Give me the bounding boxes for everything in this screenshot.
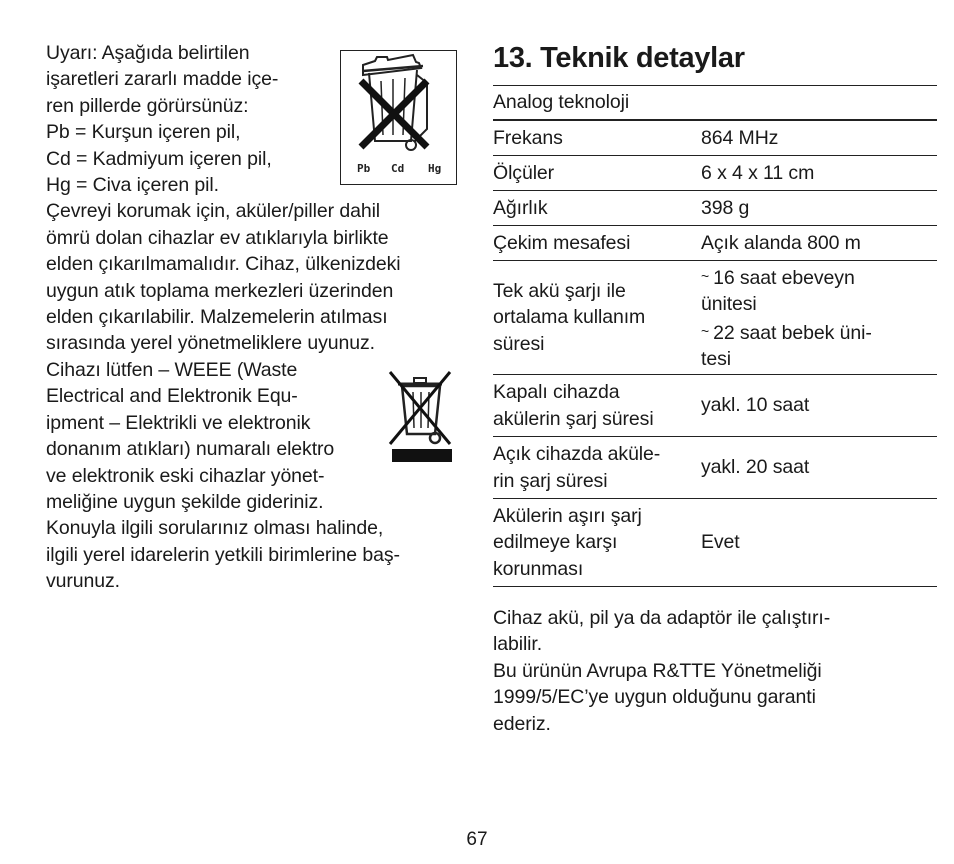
spec-row-battery-life	[493, 261, 937, 375]
cd-label: Cd	[391, 162, 405, 175]
spec-value: Açık alanda 800 m	[701, 231, 861, 254]
spec-label	[493, 379, 701, 432]
label-line: Tek akü şarjı ile	[493, 279, 626, 302]
label-line: korunması	[493, 557, 584, 580]
value-line	[701, 318, 937, 346]
pb-label: Pb	[357, 162, 371, 175]
spec-label: Çekim mesafesi	[493, 231, 631, 254]
contact-line: ilgili yerel idarelerin yetkili birimlerine baş-	[46, 543, 400, 566]
spec-row	[493, 121, 937, 156]
note-paragraph	[493, 605, 937, 737]
spec-label: Ağırlık	[493, 196, 548, 219]
warning-line: Uyarı: Aşağıda belirtilen	[46, 42, 250, 64]
battery-bin-svg	[341, 51, 455, 183]
label-line: Açık cihazda aküle-	[493, 443, 661, 466]
weee-line: ipment – Elektrikli ve elektronik	[46, 411, 311, 434]
warning-line: Pb = Kurşun içeren pil,	[46, 121, 241, 144]
weee-crossed-bin-icon	[386, 368, 458, 463]
right-column	[493, 40, 937, 737]
label-line: edilmeye karşı	[493, 531, 618, 554]
spec-analog: Analog teknoloji	[493, 91, 630, 114]
value-line: tesi	[701, 347, 731, 370]
label-line: rin şarj süresi	[493, 469, 608, 492]
value-line	[701, 263, 937, 291]
weee-line: Electrical and Elektronik Equ-	[46, 385, 298, 408]
value-text: 16 saat ebeveyn	[713, 266, 855, 289]
spec-label: Frekans	[493, 126, 563, 149]
note-line: labilir.	[493, 633, 543, 656]
page-number: 67	[466, 829, 488, 850]
weee-line: donanım atıkları) numaralı elektro	[46, 438, 335, 461]
contact-paragraph	[46, 515, 446, 594]
spec-row-charge-off	[493, 375, 937, 437]
value-line: ünitesi	[701, 293, 757, 316]
spec-row	[493, 191, 937, 226]
spec-row	[493, 226, 937, 261]
weee-bin-svg	[386, 368, 458, 463]
spec-label	[493, 441, 701, 494]
spec-value: 864 MHz	[701, 126, 779, 149]
spec-value: yakl. 10 saat	[701, 394, 810, 417]
note-line: Bu ürünün Avrupa R&TTE Yönetmeliği	[493, 659, 822, 682]
spec-value: Evet	[701, 531, 740, 554]
env-line: uygun atık toplama merkezleri üzerinden	[46, 279, 394, 302]
label-line: süresi	[493, 332, 545, 355]
env-line: sırasında yerel yönetmeliklere uyunuz.	[46, 332, 375, 355]
env-line: Çevreyi korumak için, aküler/piller dahil	[46, 200, 381, 223]
warning-line: ren pillerde görürsünüz:	[46, 94, 249, 117]
weee-line: ve elektronik eski cihazlar yönet-	[46, 464, 325, 487]
spec-value: 398 g	[701, 196, 750, 219]
page-title: 13. Teknik detaylar	[493, 42, 745, 74]
spec-row-analog	[493, 86, 937, 121]
warning-line: Cd = Kadmiyum içeren pil,	[46, 147, 272, 170]
label-line: ortalama kullanım	[493, 306, 646, 329]
spec-value	[701, 263, 937, 373]
contact-line: vurunuz.	[46, 570, 120, 593]
tilde-mark: ~	[701, 322, 710, 339]
tilde-mark: ~	[701, 267, 710, 284]
spec-value: yakl. 20 saat	[701, 456, 810, 479]
env-line: elden çıkarılabilir. Malzemelerin atılması	[46, 306, 388, 329]
spec-value: 6 x 4 x 11 cm	[701, 161, 815, 184]
warning-line: Hg = Civa içeren pil.	[46, 174, 219, 197]
env-line: ömrü dolan cihazlar ev atıklarıyla birlikte	[46, 226, 389, 249]
value-text: 22 saat bebek üni-	[713, 321, 872, 344]
spec-label	[493, 503, 701, 582]
contact-line: Konuyla ilgili sorularınız olması halinde,	[46, 517, 384, 540]
spec-table	[493, 85, 937, 587]
spec-row-charge-on	[493, 437, 937, 499]
hg-label: Hg	[428, 162, 442, 175]
weee-line: meliğine uygun şekilde gideriniz.	[46, 490, 324, 513]
note-line: 1999/5/EC’ye uygun olduğunu garanti	[493, 686, 816, 709]
note-line: Cihaz akü, pil ya da adaptör ile çalıştırı-	[493, 607, 831, 629]
env-line: elden çıkarılmamalıdır. Cihaz, ülkenizdeki	[46, 253, 401, 276]
spec-label: Ölçüler	[493, 161, 555, 184]
label-line: akülerin şarj süresi	[493, 407, 654, 430]
label-line: Akülerin aşırı şarj	[493, 504, 642, 527]
weee-line: Cihazı lütfen – WEEE (Waste	[46, 358, 298, 381]
spec-row	[493, 156, 937, 191]
note-line: ederiz.	[493, 712, 551, 735]
spec-row-overcharge	[493, 499, 937, 587]
spec-label	[493, 278, 701, 357]
label-line: Kapalı cihazda	[493, 381, 620, 404]
crossed-bin-battery-icon	[340, 50, 457, 185]
environment-paragraph	[46, 198, 446, 356]
warning-line: işaretleri zararlı madde içe-	[46, 68, 279, 91]
